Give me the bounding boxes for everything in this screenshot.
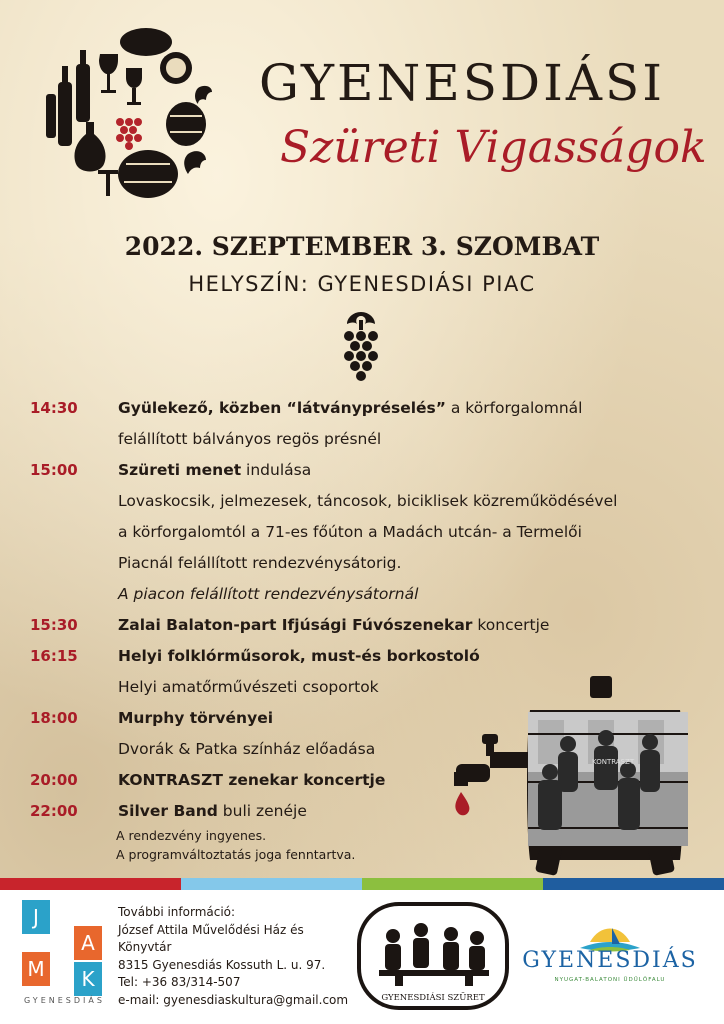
jamk-letter-m: M <box>22 952 50 986</box>
info-heading: További információ: <box>118 905 236 919</box>
note-free-entry: A rendezvény ingyenes. <box>116 828 267 843</box>
schedule-time: 16:15 <box>30 646 78 665</box>
schedule-detail: koncertje <box>472 615 550 634</box>
schedule-event: Zalai Balaton-part Ifjúsági Fúvószenekar <box>118 615 473 634</box>
schedule-time: 22:00 <box>30 801 78 820</box>
town-name: GYENESDIÁS <box>522 948 698 973</box>
color-stripe <box>0 878 724 890</box>
schedule-detail: Piacnál felállított rendezvénysátorig. <box>118 553 402 572</box>
stripe-lightblue <box>181 878 362 890</box>
schedule-row <box>30 609 670 640</box>
event-subtitle: Szüreti Vigasságok <box>280 122 707 173</box>
schedule-row <box>30 454 670 485</box>
stripe-red <box>0 878 181 890</box>
schedule-row <box>30 547 670 578</box>
info-organization-cont: Könyvtár <box>118 940 172 954</box>
schedule-event: Murphy törvényei <box>118 708 274 727</box>
info-organization: József Attila Művelődési Ház és <box>118 922 304 937</box>
stripe-blue <box>543 878 724 890</box>
wine-items-circle-icon <box>38 24 216 202</box>
stamp-text: GYENESDIÁSI SZÜRET <box>381 993 485 1003</box>
info-address: 8315 Gyenesdiás Kossuth L. u. 97. <box>118 957 326 972</box>
footer <box>0 890 724 1024</box>
schedule-detail: a körforgalomnál <box>445 398 583 417</box>
band-shirt-text: KONTRASZT <box>592 758 635 766</box>
event-venue: HELYSZÍN: GYENESDIÁSI PIAC <box>188 272 536 296</box>
schedule-detail: felállított bálványos regös présnél <box>118 429 382 448</box>
stripe-green <box>362 878 543 890</box>
schedule-detail: buli zenéje <box>217 801 307 820</box>
event-date: 2022. SZEPTEMBER 3. SZOMBAT <box>124 232 600 261</box>
schedule-row <box>30 578 670 609</box>
schedule-event: Szüreti menet <box>118 460 242 479</box>
event-notes <box>116 826 355 864</box>
schedule-detail: indulása <box>241 460 312 479</box>
harvest-stamp-logo <box>355 900 511 1012</box>
schedule-time: 14:30 <box>30 398 78 417</box>
schedule-event: Helyi folklórműsorok, must-és borkostoló <box>118 646 480 665</box>
schedule-event: Gyülekező, közben “látványpréselés” <box>118 398 446 417</box>
contact-info <box>118 904 348 1009</box>
schedule-row <box>30 392 670 423</box>
schedule-detail: a körforgalomtól a 71-es főúton a Madách utcán- a Termelői <box>118 522 582 541</box>
schedule-event: Silver Band <box>118 801 218 820</box>
schedule-event: KONTRASZT zenekar koncertje <box>118 770 386 789</box>
info-phone: Tel: +36 83/314-507 <box>118 975 241 989</box>
schedule-row <box>30 640 670 671</box>
jamk-logo <box>22 898 110 1006</box>
schedule-row <box>30 485 670 516</box>
schedule-time: 15:30 <box>30 615 78 634</box>
schedule-location-note: A piacon felállított rendezvénysátornál <box>118 584 419 603</box>
band-photo <box>528 712 688 846</box>
jamk-letter-k: K <box>74 962 102 996</box>
schedule-time: 20:00 <box>30 770 78 789</box>
schedule-detail: Helyi amatőrművészeti csoportok <box>118 677 379 696</box>
schedule-time: 15:00 <box>30 460 78 479</box>
town-tagline: NYUGAT-BALATONI ÜDÜLŐFALU <box>554 977 666 983</box>
schedule-row <box>30 423 670 454</box>
jamk-caption: GYENESDIÁS <box>24 996 105 1005</box>
schedule-detail: Dvorák & Patka színház előadása <box>118 739 376 758</box>
schedule-detail: Lovaskocsik, jelmezesek, táncosok, biciklisek közreműködésével <box>118 491 618 510</box>
jamk-letter-j: J <box>22 900 50 934</box>
info-email[interactable]: e-mail: gyenesdiaskultura@gmail.com <box>118 992 349 1007</box>
jamk-letter-a: A <box>74 926 102 960</box>
schedule-time: 18:00 <box>30 708 78 727</box>
note-program-change: A programváltoztatás joga fenntartva. <box>116 847 356 862</box>
schedule-row <box>30 516 670 547</box>
grape-icon <box>336 310 386 384</box>
event-title: GYENESDIÁSI <box>258 54 666 112</box>
